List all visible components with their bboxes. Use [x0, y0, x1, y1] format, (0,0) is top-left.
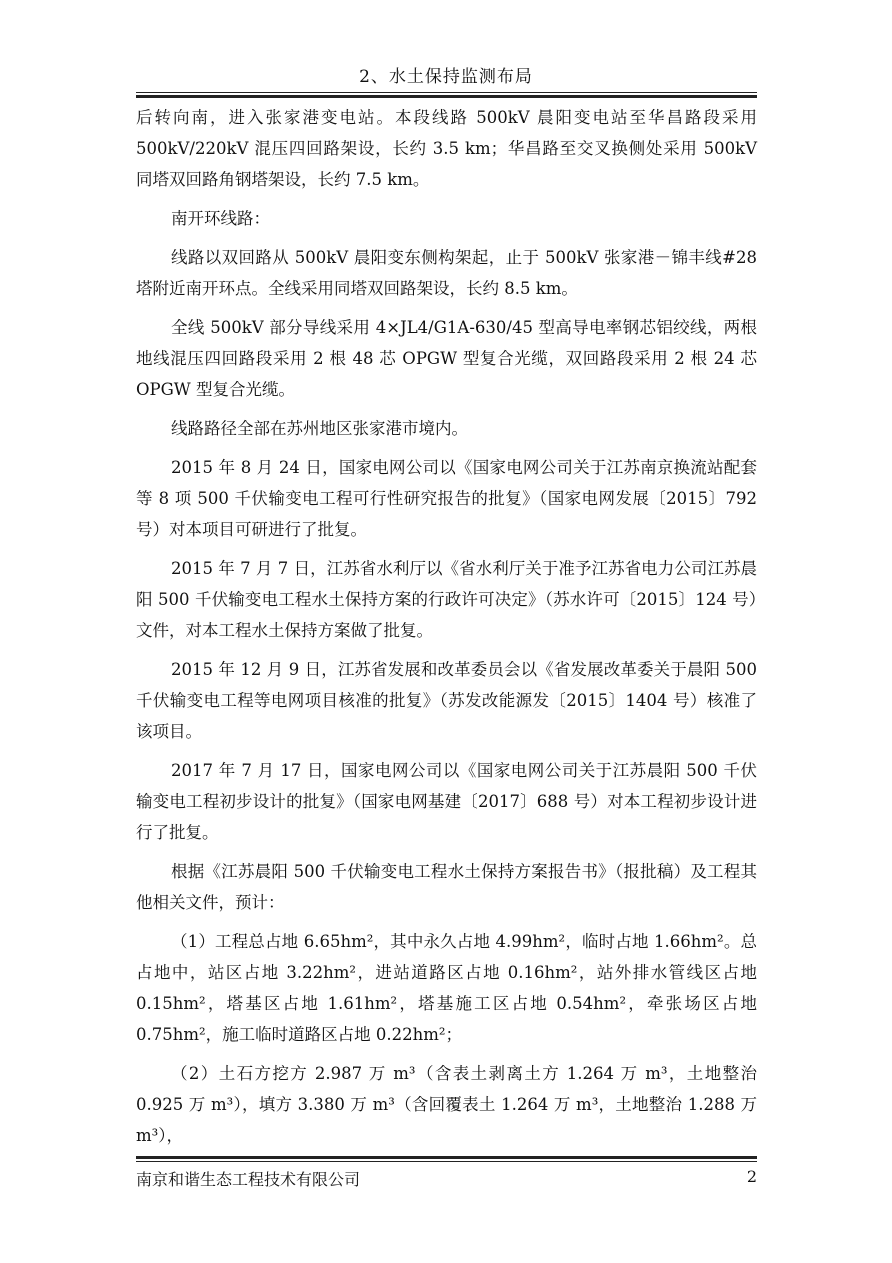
- paragraph: 根据《江苏晨阳 500 千伏输变电工程水土保持方案报告书》（报批稿）及工程其他相关文件，预计：: [136, 862, 757, 912]
- paragraph: 2015 年 8 月 24 日，国家电网公司以《国家电网公司关于江苏南京换流站配套等 8 项 500 千伏输变电工程可行性研究报告的批复》（国家电网发展〔2015〕792 号）对本项目可研进行了批复。: [136, 458, 757, 539]
- footer-rule: [136, 1156, 757, 1162]
- header-rule: [136, 92, 757, 98]
- paragraph: 2015 年 12 月 9 日，江苏省发展和改革委员会以《省发展改革委关于晨阳 500 千伏输变电工程等电网项目核准的批复》（苏发改能源发〔2015〕1404 号）核准了该项目。: [136, 660, 757, 741]
- list-item: （2）土石方挖方 2.987 万 m³（含表土剥离土方 1.264 万 m³，土地整治 0.925 万 m³），填方 3.380 万 m³（含回覆表土 1.264 万 m³，土地整治 1.288 万 m³），: [136, 1064, 757, 1145]
- list-item: （1）工程总占地 6.65hm²，其中永久占地 4.99hm²，临时占地 1.66hm²。总占地中，站区占地 3.22hm²，进站道路区占地 0.16hm²，站外排水管线区占地 0.15hm²，塔基区占地 1.61hm²，塔基施工区占地 0.54hm²，牵张场区占地 0.75hm²，施工临时道路区占地 0.22hm²；: [136, 932, 757, 1044]
- page-header-title: 2、水土保持监测布局: [359, 67, 533, 87]
- paragraph: 2017 年 7 月 17 日，国家电网公司以《国家电网公司关于江苏晨阳 500 千伏输变电工程初步设计的批复》（国家电网基建〔2017〕688 号）对本工程初步设计进行了批复。: [136, 761, 757, 842]
- document-body: [136, 102, 757, 1159]
- paragraph: 2015 年 7 月 7 日，江苏省水利厅以《省水利厅关于准予江苏省电力公司江苏晨阳 500 千伏输变电工程水土保持方案的行政许可决定》（苏水许可〔2015〕124 号）文件，对本工程水土保持方案做了批复。: [136, 559, 757, 640]
- paragraph: 线路以双回路从 500kV 晨阳变东侧构架起，止于 500kV 张家港－锦丰线#28 塔附近南开环点。全线采用同塔双回路架设，长约 8.5 km。: [136, 248, 757, 298]
- paragraph: 线路路径全部在苏州地区张家港市境内。: [171, 419, 468, 438]
- footer-company: 南京和谐生态工程技术有限公司: [136, 1170, 361, 1189]
- paragraph: 全线 500kV 部分导线采用 4×JL4/G1A-630/45 型高导电率钢芯铝绞线，两根地线混压四回路段采用 2 根 48 芯 OPGW 型复合光缆，双回路段采用 2 根 24 芯 OPGW 型复合光缆。: [136, 318, 757, 399]
- page-number: 2: [746, 1167, 757, 1186]
- page-footer: [136, 1167, 757, 1190]
- paragraph: 后转向南，进入张家港变电站。本段线路 500kV 晨阳变电站至华昌路段采用 500kV/220kV 混压四回路架设，长约 3.5 km；华昌路至交叉换侧处采用 500kV 同塔双回路角钢塔架设，长约 7.5 km。: [136, 108, 757, 189]
- paragraph: 南开环线路：: [171, 209, 270, 228]
